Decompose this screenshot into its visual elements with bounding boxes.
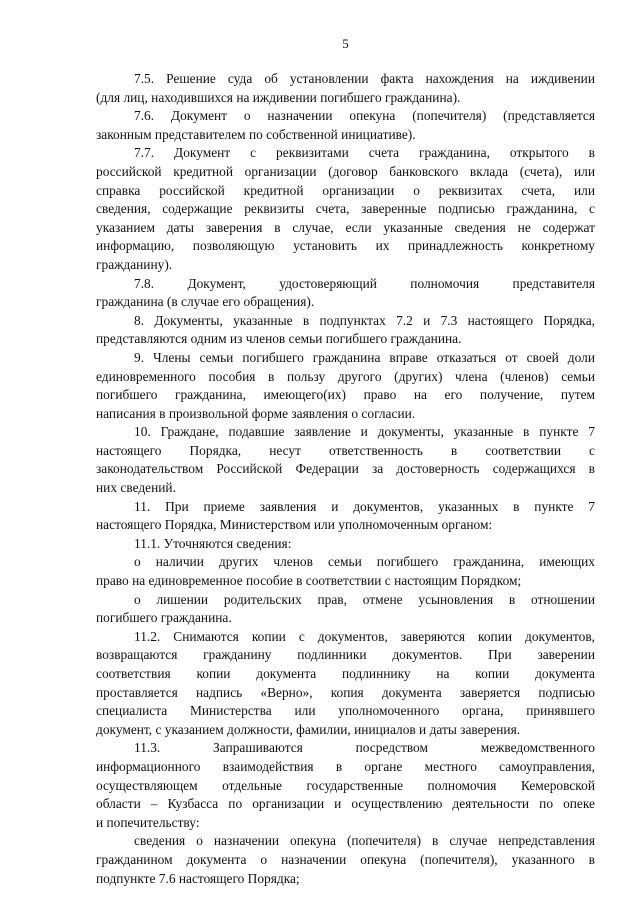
text-line: подпункте 7.6 настоящего Порядка; — [96, 870, 300, 886]
text-line: области – Кузбасса по организации и осуществлению деятельности по опеке — [96, 796, 595, 812]
text-line: возвращаются гражданину подлинники документов. При заверении — [96, 647, 595, 663]
text-line: право на единовременное пособие в соответствии с настоящим Порядком; — [96, 573, 522, 589]
text-line: 11.2. Снимаются копии с документов, заверяются копии документов, — [134, 628, 595, 644]
text-line: 7.5. Решение суда об установлении факта нахождения на иждивении — [134, 71, 595, 86]
text-line: 11.1. Уточняются сведения: — [134, 535, 292, 551]
text-line: 9. Члены семьи погибшего гражданина вправе отказаться от своей доли — [134, 349, 595, 365]
text-line: информацию, позволяющую установить их принадлежность конкретному — [96, 238, 595, 254]
document-body — [96, 70, 595, 888]
text-line: о наличии других членов семьи погибшего гражданина, имеющих — [134, 554, 595, 570]
text-line: документ, с указанием должности, фамилии, инициалов и даты заверения. — [96, 721, 521, 737]
text-line: гражданином документа о назначении опекуна (попечителя), указанного в — [96, 851, 595, 867]
text-line: настоящего Порядка, несут ответственность в соответствии с — [96, 442, 595, 458]
text-line: 11.3. Запрашиваются посредством межведомственного — [134, 740, 595, 756]
text-line: российской кредитной организации (договор банковского вклада (счета), или — [96, 163, 595, 179]
text-line: погибшего гражданина. — [96, 610, 232, 626]
paragraph — [96, 535, 595, 554]
text-line: законодательством Российской Федерации за достоверность содержащихся в — [96, 461, 595, 477]
text-line: 7.7. Документ с реквизитами счета гражданина, открытого в — [134, 145, 595, 161]
paragraph — [96, 423, 595, 497]
text-line: соответствия копии документа подлиннику на копии документа — [96, 666, 595, 681]
text-line: сведения о назначении опекуна (попечителя) в случае непредставления — [134, 833, 595, 849]
paragraph — [96, 628, 595, 740]
text-line: о лишении родительских прав, отмене усыновления в отношении — [134, 591, 595, 607]
paragraph — [96, 553, 595, 590]
text-line: единовременного пособия в пользу другого (других) члена (членов) семьи — [96, 368, 595, 384]
text-line: справка российской кредитной организации о реквизитах счета, или — [96, 182, 595, 198]
paragraph — [96, 739, 595, 832]
text-line: 8. Документы, указанные в подпунктах 7.2 и 7.3 настоящего Порядка, — [134, 312, 595, 328]
text-line: погибшего гражданина, имеющего(их) право на его получение, путем — [96, 387, 595, 403]
text-line: них сведений. — [96, 480, 176, 496]
paragraph — [96, 312, 595, 349]
paragraph — [96, 275, 595, 312]
text-line: проставляется надпись «Верно», копия документа заверяется подписью — [96, 684, 595, 700]
paragraph — [96, 591, 595, 628]
text-line: гражданину). — [96, 256, 173, 272]
paragraph — [96, 349, 595, 423]
paragraph — [96, 107, 595, 144]
text-line: осуществляющем отдельные государственные полномочия Кемеровской — [96, 777, 595, 793]
text-line: (для лиц, находившихся на иждивении погибшего гражданина). — [96, 89, 461, 105]
text-line: 7.8. Документ, удостоверяющий полномочия представителя — [134, 275, 595, 291]
text-line: 11. При приеме заявления и документов, указанных в пункте 7 — [134, 498, 595, 514]
text-line: и попечительству: — [96, 814, 200, 830]
text-line: специалиста Министерства или уполномоченного органа, принявшего — [96, 703, 595, 719]
text-line: законным представителем по собственной инициативе). — [96, 126, 416, 142]
paragraph — [96, 498, 595, 535]
text-line: сведения, содержащие реквизиты счета, заверенные подписью гражданина, с — [96, 201, 595, 217]
text-line: написания в произвольной форме заявления о согласии. — [96, 405, 416, 421]
text-line: 10. Граждане, подавшие заявление и документы, указанные в пункте 7 — [134, 424, 595, 440]
paragraph — [96, 70, 595, 107]
text-line: настоящего Порядка, Министерством или уполномоченным органом: — [96, 517, 493, 533]
text-line: представляются одним из членов семьи погибшего гражданина. — [96, 331, 462, 347]
text-line: информационного взаимодействия в органе местного самоуправления, — [96, 758, 595, 774]
paragraph — [96, 832, 595, 888]
paragraph — [96, 144, 595, 274]
page-number: 5 — [342, 36, 349, 51]
text-line: гражданина (в случае его обращения). — [96, 294, 315, 310]
text-line: указанием даты заверения в случае, если указанные сведения не содержат — [96, 219, 595, 235]
text-line: 7.6. Документ о назначении опекуна (попечителя) (представляется — [134, 108, 595, 124]
